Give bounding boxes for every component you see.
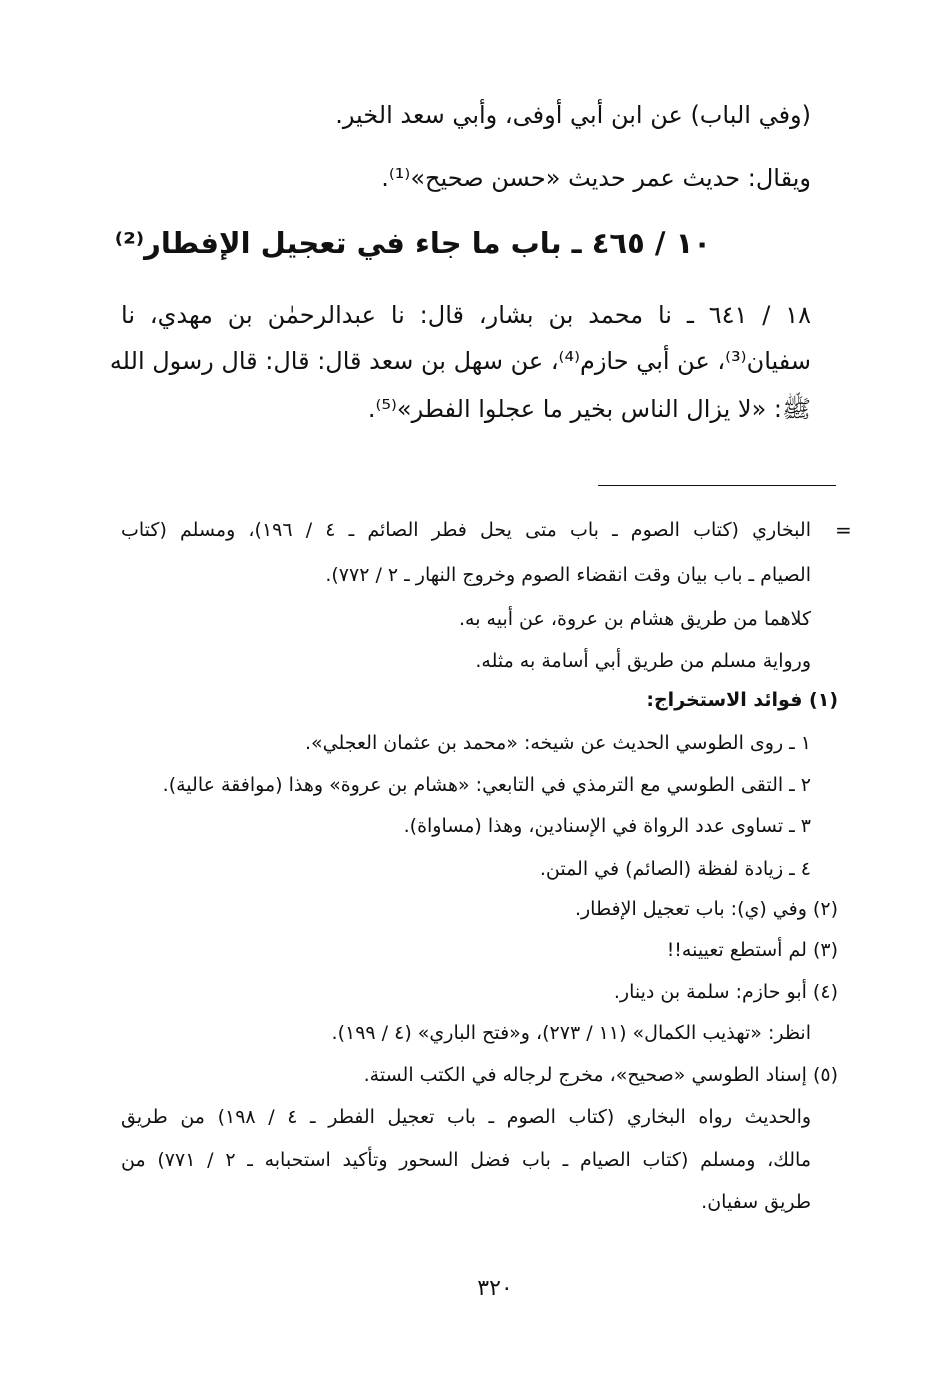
chapter-heading: ١٠ / ٤٦٥ ـ باب ما جاء في تعجيل الإفطار⁽²⁾ [114, 226, 711, 260]
footnote-line: (٢) وفي (ي): باب تعجيل الإفطار. [574, 898, 838, 920]
hadith-line: سفيان⁽³⁾، عن أبي حازم⁽⁴⁾، عن سهل بن سعد قال: قال: قال رسول الله [109, 347, 811, 375]
text-line: (وفي الباب) عن ابن أبي أوفى، وأبي سعد الخير. [335, 101, 811, 129]
footnote-line: طريق سفيان. [701, 1191, 811, 1213]
footnote-line: مالك، ومسلم (كتاب الصيام ـ باب فضل السحور وتأكيد استحبابه ـ ٢ / ٧٧١) من [121, 1149, 812, 1171]
footnote-line: الصيام ـ باب بيان وقت انقضاء الصوم وخروج النهار ـ ٢ / ٧٧٢). [325, 564, 811, 586]
footnote-heading: (١) فوائد الاستخراج: [646, 689, 838, 711]
continuation-mark: = [835, 518, 852, 542]
page-number: ٣٢٠ [477, 1276, 513, 1301]
footnote-separator [598, 485, 836, 486]
footnote-line: كلاهما من طريق هشام بن عروة، عن أبيه به. [458, 608, 811, 630]
footnote-line: ١ ـ روى الطوسي الحديث عن شيخه: «محمد بن عثمان العجلي». [304, 732, 811, 754]
hadith-line: ﷺ: «لا يزال الناس بخير ما عجلوا الفطر»⁽⁵⁾. [367, 395, 811, 423]
footnote-line: ٤ ـ زيادة لفظة (الصائم) في المتن. [539, 858, 811, 880]
footnote-line: والحديث رواه البخاري (كتاب الصوم ـ باب تعجيل الفطر ـ ٤ / ١٩٨) من طريق [121, 1106, 812, 1128]
footnote-line: ورواية مسلم من طريق أبي أسامة به مثله. [475, 650, 811, 672]
text-line: ويقال: حديث عمر حديث «حسن صحيح»⁽¹⁾. [381, 164, 811, 192]
footnote-line: (٤) أبو حازم: سلمة بن دينار. [613, 981, 838, 1003]
footnote-line: ٣ ـ تساوى عدد الرواة في الإسنادين، وهذا (مساواة). [403, 815, 811, 837]
footnote-line: ٢ ـ التقى الطوسي مع الترمذي في التابعي: «هشام بن عروة» وهذا (موافقة عالية). [162, 774, 811, 796]
footnote-line: البخاري (كتاب الصوم ـ باب متى يحل فطر الصائم ـ ٤ / ١٩٦)، ومسلم (كتاب [121, 519, 811, 541]
footnote-line: انظر: «تهذيب الكمال» (١١ / ٢٧٣)، و«فتح الباري» (٤ / ١٩٩). [331, 1022, 811, 1044]
footnote-line: (٥) إسناد الطوسي «صحيح»، مخرج لرجاله في الكتب الستة. [363, 1064, 838, 1086]
footnote-line: (٣) لم أستطع تعيينه!! [666, 939, 838, 961]
hadith-line: ١٨ / ٦٤١ ـ نا محمد بن بشار، قال: نا عبدالرحمٰن بن مهدي، نا [121, 301, 812, 329]
